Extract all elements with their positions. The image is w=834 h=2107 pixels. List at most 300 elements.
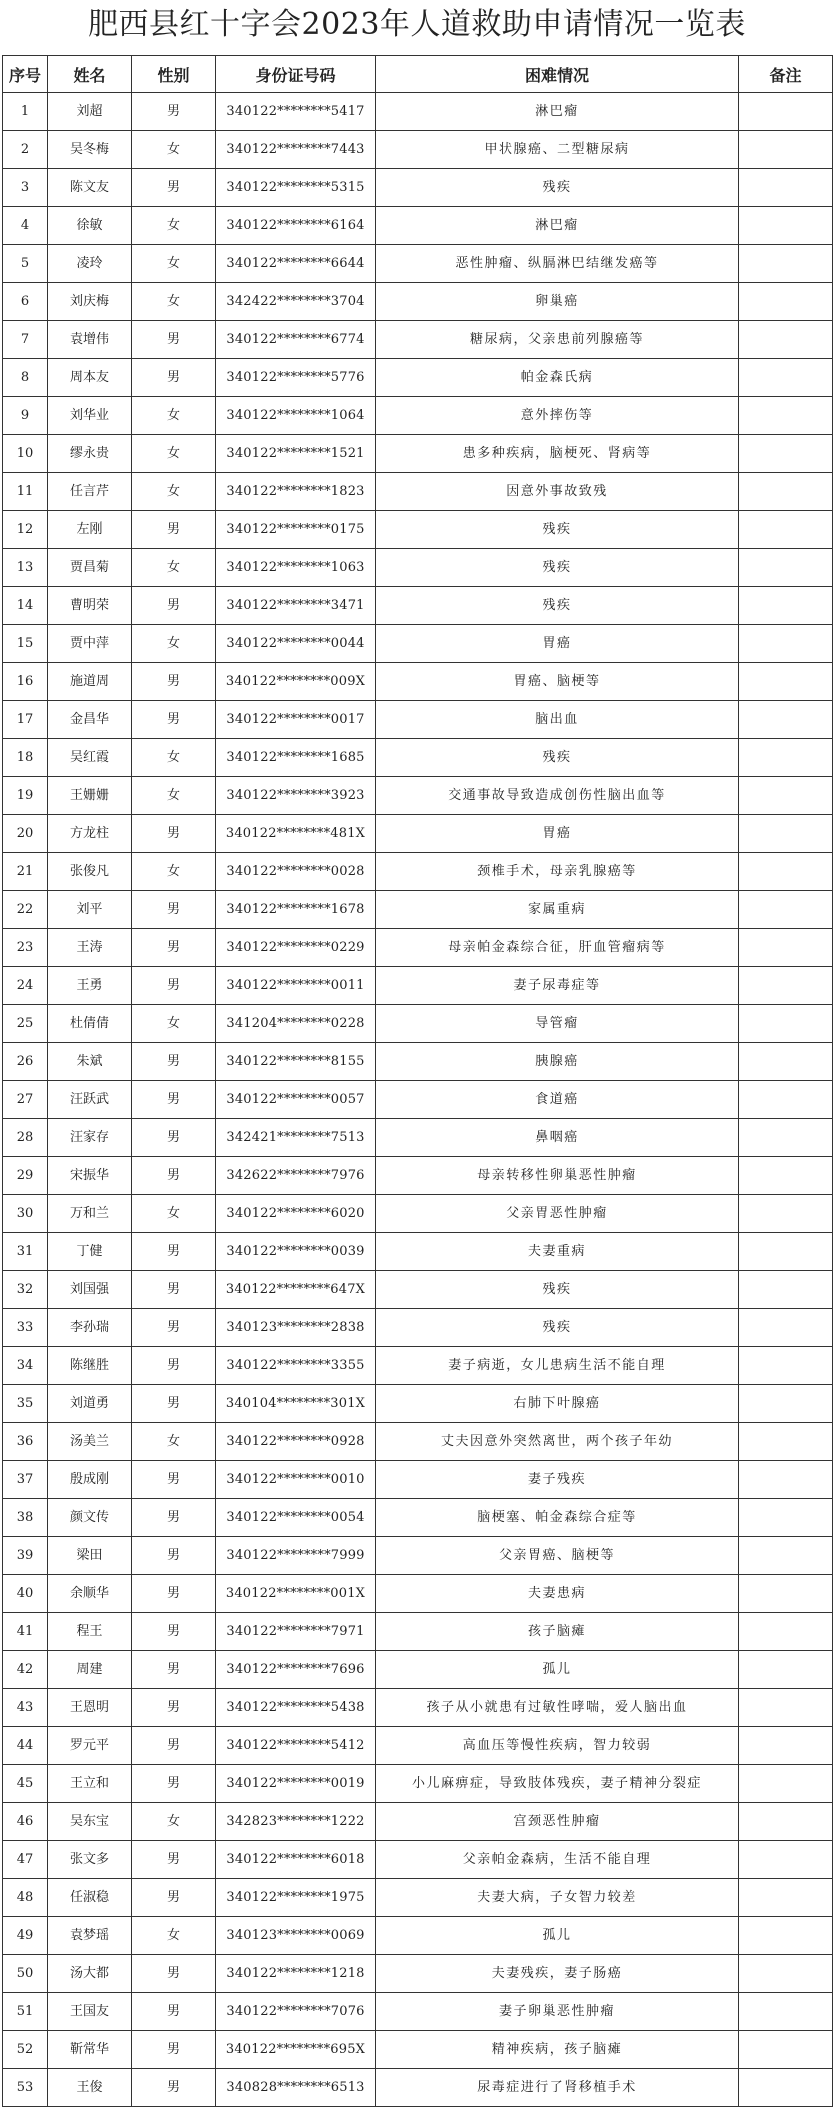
table-row xyxy=(3,1499,833,1537)
row-gender: 男 xyxy=(132,321,216,359)
row-index: 12 xyxy=(3,511,48,549)
row-id-number: 342823********1222 xyxy=(216,1803,376,1841)
row-hardship: 母亲转移性卵巢恶性肿瘤 xyxy=(376,1157,739,1195)
row-name: 吴东宝 xyxy=(48,1803,132,1841)
row-remarks xyxy=(739,2031,833,2069)
table-row xyxy=(3,1005,833,1043)
row-hardship: 孩子从小就患有过敏性哮喘，爱人脑出血 xyxy=(376,1689,739,1727)
row-hardship: 妻子卵巢恶性肿瘤 xyxy=(376,1993,739,2031)
table-row xyxy=(3,2031,833,2069)
row-hardship: 残疾 xyxy=(376,587,739,625)
row-hardship: 家属重病 xyxy=(376,891,739,929)
row-gender: 男 xyxy=(132,511,216,549)
row-name: 余顺华 xyxy=(48,1575,132,1613)
row-gender: 男 xyxy=(132,2069,216,2107)
row-id-number: 340122********6020 xyxy=(216,1195,376,1233)
row-remarks xyxy=(739,169,833,207)
row-index: 38 xyxy=(3,1499,48,1537)
table-row xyxy=(3,1613,833,1651)
row-hardship: 父亲帕金森病，生活不能自理 xyxy=(376,1841,739,1879)
row-index: 40 xyxy=(3,1575,48,1613)
row-index: 16 xyxy=(3,663,48,701)
row-id-number: 340122********6644 xyxy=(216,245,376,283)
row-gender: 女 xyxy=(132,1005,216,1043)
table-row xyxy=(3,1119,833,1157)
row-name: 任言芹 xyxy=(48,473,132,511)
table-row xyxy=(3,1233,833,1271)
row-gender: 女 xyxy=(132,397,216,435)
row-hardship: 夫妻重病 xyxy=(376,1233,739,1271)
row-gender: 女 xyxy=(132,625,216,663)
row-gender: 男 xyxy=(132,967,216,1005)
row-name: 汪家存 xyxy=(48,1119,132,1157)
page-title: 肥西县红十字会2023年人道救助申请情况一览表 xyxy=(88,7,746,42)
row-name: 杜倩倩 xyxy=(48,1005,132,1043)
row-remarks xyxy=(739,1005,833,1043)
table-row xyxy=(3,1575,833,1613)
row-remarks xyxy=(739,1385,833,1423)
row-gender: 女 xyxy=(132,473,216,511)
row-index: 30 xyxy=(3,1195,48,1233)
row-hardship: 甲状腺癌、二型糖尿病 xyxy=(376,131,739,169)
table-row xyxy=(3,853,833,891)
row-id-number: 340122********5417 xyxy=(216,93,376,131)
row-index: 29 xyxy=(3,1157,48,1195)
row-id-number: 340122********695X xyxy=(216,2031,376,2069)
row-index: 43 xyxy=(3,1689,48,1727)
row-id-number: 340122********1064 xyxy=(216,397,376,435)
row-id-number: 340123********2838 xyxy=(216,1309,376,1347)
row-remarks xyxy=(739,1043,833,1081)
header-id-number: 身份证号码 xyxy=(216,56,376,93)
row-gender: 男 xyxy=(132,2031,216,2069)
row-name: 袁增伟 xyxy=(48,321,132,359)
row-id-number: 340122********0229 xyxy=(216,929,376,967)
row-hardship: 尿毒症进行了肾移植手术 xyxy=(376,2069,739,2107)
row-index: 49 xyxy=(3,1917,48,1955)
row-hardship: 残疾 xyxy=(376,1309,739,1347)
table-row xyxy=(3,359,833,397)
row-index: 7 xyxy=(3,321,48,359)
row-id-number: 340122********1063 xyxy=(216,549,376,587)
row-index: 15 xyxy=(3,625,48,663)
row-index: 33 xyxy=(3,1309,48,1347)
row-gender: 男 xyxy=(132,1727,216,1765)
row-name: 刘超 xyxy=(48,93,132,131)
row-name: 张文多 xyxy=(48,1841,132,1879)
table-row xyxy=(3,929,833,967)
row-hardship: 孩子脑瘫 xyxy=(376,1613,739,1651)
row-name: 王涛 xyxy=(48,929,132,967)
row-name: 李孙瑞 xyxy=(48,1309,132,1347)
row-name: 罗元平 xyxy=(48,1727,132,1765)
table-row xyxy=(3,1993,833,2031)
table-row xyxy=(3,1841,833,1879)
table-row xyxy=(3,169,833,207)
row-hardship: 脑梗塞、帕金森综合症等 xyxy=(376,1499,739,1537)
row-name: 王俊 xyxy=(48,2069,132,2107)
row-remarks xyxy=(739,891,833,929)
table-row xyxy=(3,1461,833,1499)
row-name: 程王 xyxy=(48,1613,132,1651)
table-row xyxy=(3,1955,833,1993)
row-hardship: 残疾 xyxy=(376,511,739,549)
header-index: 序号 xyxy=(3,56,48,93)
row-index: 6 xyxy=(3,283,48,321)
row-gender: 女 xyxy=(132,435,216,473)
row-id-number: 340122********0175 xyxy=(216,511,376,549)
row-gender: 女 xyxy=(132,739,216,777)
row-index: 48 xyxy=(3,1879,48,1917)
row-hardship: 颈椎手术，母亲乳腺癌等 xyxy=(376,853,739,891)
row-index: 39 xyxy=(3,1537,48,1575)
row-id-number: 341204********0228 xyxy=(216,1005,376,1043)
row-id-number: 340122********0028 xyxy=(216,853,376,891)
row-gender: 女 xyxy=(132,207,216,245)
table-row xyxy=(3,1271,833,1309)
table-row xyxy=(3,1879,833,1917)
row-index: 35 xyxy=(3,1385,48,1423)
row-hardship: 脑出血 xyxy=(376,701,739,739)
row-remarks xyxy=(739,435,833,473)
row-gender: 男 xyxy=(132,359,216,397)
row-gender: 男 xyxy=(132,1879,216,1917)
row-name: 左刚 xyxy=(48,511,132,549)
row-hardship: 胃癌 xyxy=(376,815,739,853)
row-remarks xyxy=(739,1461,833,1499)
row-hardship: 妻子残疾 xyxy=(376,1461,739,1499)
row-gender: 男 xyxy=(132,1689,216,1727)
table-body xyxy=(3,93,833,2107)
row-hardship: 糖尿病，父亲患前列腺癌等 xyxy=(376,321,739,359)
row-remarks xyxy=(739,1195,833,1233)
table-row xyxy=(3,1309,833,1347)
row-gender: 男 xyxy=(132,701,216,739)
row-id-number: 340828********6513 xyxy=(216,2069,376,2107)
row-name: 方龙柱 xyxy=(48,815,132,853)
row-index: 20 xyxy=(3,815,48,853)
header-hardship: 困难情况 xyxy=(376,56,739,93)
table-row xyxy=(3,967,833,1005)
row-gender: 男 xyxy=(132,93,216,131)
row-remarks xyxy=(739,1423,833,1461)
row-id-number: 340122********0057 xyxy=(216,1081,376,1119)
row-name: 王国友 xyxy=(48,1993,132,2031)
table-row xyxy=(3,815,833,853)
row-hardship: 高血压等慢性疾病，智力较弱 xyxy=(376,1727,739,1765)
row-remarks xyxy=(739,967,833,1005)
row-remarks xyxy=(739,815,833,853)
row-name: 刘平 xyxy=(48,891,132,929)
row-id-number: 340122********1685 xyxy=(216,739,376,777)
row-id-number: 340122********6774 xyxy=(216,321,376,359)
row-gender: 男 xyxy=(132,1157,216,1195)
row-remarks xyxy=(739,283,833,321)
row-hardship: 残疾 xyxy=(376,169,739,207)
row-name: 吴红霞 xyxy=(48,739,132,777)
row-remarks xyxy=(739,777,833,815)
row-remarks xyxy=(739,511,833,549)
table-row xyxy=(3,1689,833,1727)
table-row xyxy=(3,245,833,283)
row-name: 徐敏 xyxy=(48,207,132,245)
row-remarks xyxy=(739,853,833,891)
table-row xyxy=(3,2069,833,2107)
row-gender: 男 xyxy=(132,1651,216,1689)
row-remarks xyxy=(739,1119,833,1157)
row-index: 41 xyxy=(3,1613,48,1651)
row-gender: 男 xyxy=(132,929,216,967)
row-hardship: 孤儿 xyxy=(376,1651,739,1689)
row-hardship: 帕金森氏病 xyxy=(376,359,739,397)
row-remarks xyxy=(739,1879,833,1917)
row-gender: 男 xyxy=(132,1537,216,1575)
row-index: 5 xyxy=(3,245,48,283)
row-id-number: 340104********301X xyxy=(216,1385,376,1423)
row-name: 刘华业 xyxy=(48,397,132,435)
row-gender: 男 xyxy=(132,587,216,625)
row-index: 24 xyxy=(3,967,48,1005)
row-index: 37 xyxy=(3,1461,48,1499)
row-index: 32 xyxy=(3,1271,48,1309)
row-hardship: 食道癌 xyxy=(376,1081,739,1119)
row-index: 42 xyxy=(3,1651,48,1689)
row-remarks xyxy=(739,1613,833,1651)
row-hardship: 父亲胃癌、脑梗等 xyxy=(376,1537,739,1575)
row-gender: 女 xyxy=(132,245,216,283)
row-id-number: 340122********5776 xyxy=(216,359,376,397)
row-remarks xyxy=(739,663,833,701)
row-remarks xyxy=(739,359,833,397)
row-name: 吴冬梅 xyxy=(48,131,132,169)
row-gender: 男 xyxy=(132,1993,216,2031)
row-index: 53 xyxy=(3,2069,48,2107)
header-remarks: 备注 xyxy=(739,56,833,93)
row-gender: 男 xyxy=(132,1575,216,1613)
row-name: 曹明荣 xyxy=(48,587,132,625)
row-name: 刘道勇 xyxy=(48,1385,132,1423)
table-row xyxy=(3,1385,833,1423)
row-remarks xyxy=(739,1499,833,1537)
row-name: 王立和 xyxy=(48,1765,132,1803)
row-remarks xyxy=(739,1651,833,1689)
row-index: 2 xyxy=(3,131,48,169)
row-hardship: 淋巴瘤 xyxy=(376,93,739,131)
row-name: 陈文友 xyxy=(48,169,132,207)
row-hardship: 胃癌 xyxy=(376,625,739,663)
row-index: 51 xyxy=(3,1993,48,2031)
row-remarks xyxy=(739,1955,833,1993)
row-name: 王勇 xyxy=(48,967,132,1005)
row-index: 4 xyxy=(3,207,48,245)
row-name: 周建 xyxy=(48,1651,132,1689)
row-hardship: 精神疾病，孩子脑瘫 xyxy=(376,2031,739,2069)
table-row xyxy=(3,587,833,625)
row-index: 31 xyxy=(3,1233,48,1271)
row-id-number: 340122********5438 xyxy=(216,1689,376,1727)
table-row xyxy=(3,435,833,473)
row-id-number: 340122********1521 xyxy=(216,435,376,473)
row-index: 26 xyxy=(3,1043,48,1081)
row-remarks xyxy=(739,549,833,587)
row-hardship: 残疾 xyxy=(376,739,739,777)
table-row xyxy=(3,549,833,587)
row-id-number: 340122********3355 xyxy=(216,1347,376,1385)
row-index: 18 xyxy=(3,739,48,777)
row-remarks xyxy=(739,1081,833,1119)
row-gender: 男 xyxy=(132,1347,216,1385)
header-gender: 性别 xyxy=(132,56,216,93)
table-row xyxy=(3,663,833,701)
header-row xyxy=(3,56,833,93)
row-remarks xyxy=(739,1233,833,1271)
row-id-number: 340122********001X xyxy=(216,1575,376,1613)
row-id-number: 340122********0010 xyxy=(216,1461,376,1499)
row-id-number: 340122********0054 xyxy=(216,1499,376,1537)
row-remarks xyxy=(739,245,833,283)
row-id-number: 340122********009X xyxy=(216,663,376,701)
row-name: 周本友 xyxy=(48,359,132,397)
row-remarks xyxy=(739,1537,833,1575)
row-id-number: 340122********7999 xyxy=(216,1537,376,1575)
row-name: 殷成刚 xyxy=(48,1461,132,1499)
row-name: 刘庆梅 xyxy=(48,283,132,321)
row-gender: 男 xyxy=(132,1461,216,1499)
table-row xyxy=(3,625,833,663)
row-id-number: 340122********1975 xyxy=(216,1879,376,1917)
row-index: 22 xyxy=(3,891,48,929)
row-gender: 女 xyxy=(132,1917,216,1955)
row-index: 46 xyxy=(3,1803,48,1841)
row-remarks xyxy=(739,93,833,131)
row-gender: 女 xyxy=(132,131,216,169)
row-id-number: 340122********7696 xyxy=(216,1651,376,1689)
row-hardship: 导管瘤 xyxy=(376,1005,739,1043)
row-gender: 男 xyxy=(132,1841,216,1879)
row-hardship: 胃癌、脑梗等 xyxy=(376,663,739,701)
row-gender: 男 xyxy=(132,1499,216,1537)
row-id-number: 340122********3923 xyxy=(216,777,376,815)
row-name: 靳常华 xyxy=(48,2031,132,2069)
row-gender: 女 xyxy=(132,283,216,321)
row-index: 25 xyxy=(3,1005,48,1043)
row-index: 27 xyxy=(3,1081,48,1119)
row-gender: 女 xyxy=(132,1423,216,1461)
row-hardship: 胰腺癌 xyxy=(376,1043,739,1081)
row-id-number: 342622********7976 xyxy=(216,1157,376,1195)
row-hardship: 残疾 xyxy=(376,549,739,587)
row-id-number: 340122********7971 xyxy=(216,1613,376,1651)
row-id-number: 340122********647X xyxy=(216,1271,376,1309)
row-name: 朱斌 xyxy=(48,1043,132,1081)
row-id-number: 340122********481X xyxy=(216,815,376,853)
row-hardship: 交通事故导致造成创伤性脑出血等 xyxy=(376,777,739,815)
row-name: 陈继胜 xyxy=(48,1347,132,1385)
row-remarks xyxy=(739,739,833,777)
row-index: 50 xyxy=(3,1955,48,1993)
row-remarks xyxy=(739,1841,833,1879)
row-hardship: 卵巢癌 xyxy=(376,283,739,321)
row-hardship: 宫颈恶性肿瘤 xyxy=(376,1803,739,1841)
row-name: 王姗姗 xyxy=(48,777,132,815)
table-row xyxy=(3,1157,833,1195)
row-name: 金昌华 xyxy=(48,701,132,739)
row-gender: 男 xyxy=(132,1309,216,1347)
row-name: 张俊凡 xyxy=(48,853,132,891)
table-row xyxy=(3,1347,833,1385)
table-row xyxy=(3,777,833,815)
row-hardship: 孤儿 xyxy=(376,1917,739,1955)
row-remarks xyxy=(739,1689,833,1727)
row-index: 8 xyxy=(3,359,48,397)
row-remarks xyxy=(739,397,833,435)
row-gender: 女 xyxy=(132,549,216,587)
row-name: 凌玲 xyxy=(48,245,132,283)
row-name: 汪跃武 xyxy=(48,1081,132,1119)
row-hardship: 淋巴瘤 xyxy=(376,207,739,245)
table-row xyxy=(3,321,833,359)
row-index: 3 xyxy=(3,169,48,207)
row-index: 1 xyxy=(3,93,48,131)
row-gender: 女 xyxy=(132,777,216,815)
table-row xyxy=(3,1081,833,1119)
row-hardship: 丈夫因意外突然离世，两个孩子年幼 xyxy=(376,1423,739,1461)
row-hardship: 小儿麻痹症，导致肢体残疾，妻子精神分裂症 xyxy=(376,1765,739,1803)
row-name: 缪永贵 xyxy=(48,435,132,473)
row-gender: 女 xyxy=(132,1803,216,1841)
row-hardship: 因意外事故致残 xyxy=(376,473,739,511)
row-name: 汤大都 xyxy=(48,1955,132,1993)
row-remarks xyxy=(739,207,833,245)
row-name: 汤美兰 xyxy=(48,1423,132,1461)
row-hardship: 意外摔伤等 xyxy=(376,397,739,435)
table-row xyxy=(3,511,833,549)
row-remarks xyxy=(739,1157,833,1195)
table-row xyxy=(3,473,833,511)
row-id-number: 340122********0011 xyxy=(216,967,376,1005)
row-index: 14 xyxy=(3,587,48,625)
row-name: 丁健 xyxy=(48,1233,132,1271)
row-name: 贾中萍 xyxy=(48,625,132,663)
row-hardship: 夫妻残疾，妻子肠癌 xyxy=(376,1955,739,1993)
row-gender: 男 xyxy=(132,169,216,207)
row-remarks xyxy=(739,1575,833,1613)
row-index: 19 xyxy=(3,777,48,815)
row-remarks xyxy=(739,321,833,359)
row-id-number: 340122********1218 xyxy=(216,1955,376,1993)
table-row xyxy=(3,397,833,435)
header-name: 姓名 xyxy=(48,56,132,93)
row-index: 28 xyxy=(3,1119,48,1157)
row-index: 17 xyxy=(3,701,48,739)
row-gender: 男 xyxy=(132,1233,216,1271)
row-gender: 男 xyxy=(132,891,216,929)
row-id-number: 342421********7513 xyxy=(216,1119,376,1157)
row-remarks xyxy=(739,1917,833,1955)
row-index: 47 xyxy=(3,1841,48,1879)
row-gender: 男 xyxy=(132,1271,216,1309)
row-id-number: 340122********1823 xyxy=(216,473,376,511)
row-remarks xyxy=(739,701,833,739)
row-gender: 男 xyxy=(132,663,216,701)
row-remarks xyxy=(739,625,833,663)
row-remarks xyxy=(739,1347,833,1385)
table-row xyxy=(3,1803,833,1841)
row-remarks xyxy=(739,929,833,967)
table-row xyxy=(3,1651,833,1689)
row-hardship: 妻子病逝，女儿患病生活不能自理 xyxy=(376,1347,739,1385)
row-gender: 男 xyxy=(132,1081,216,1119)
